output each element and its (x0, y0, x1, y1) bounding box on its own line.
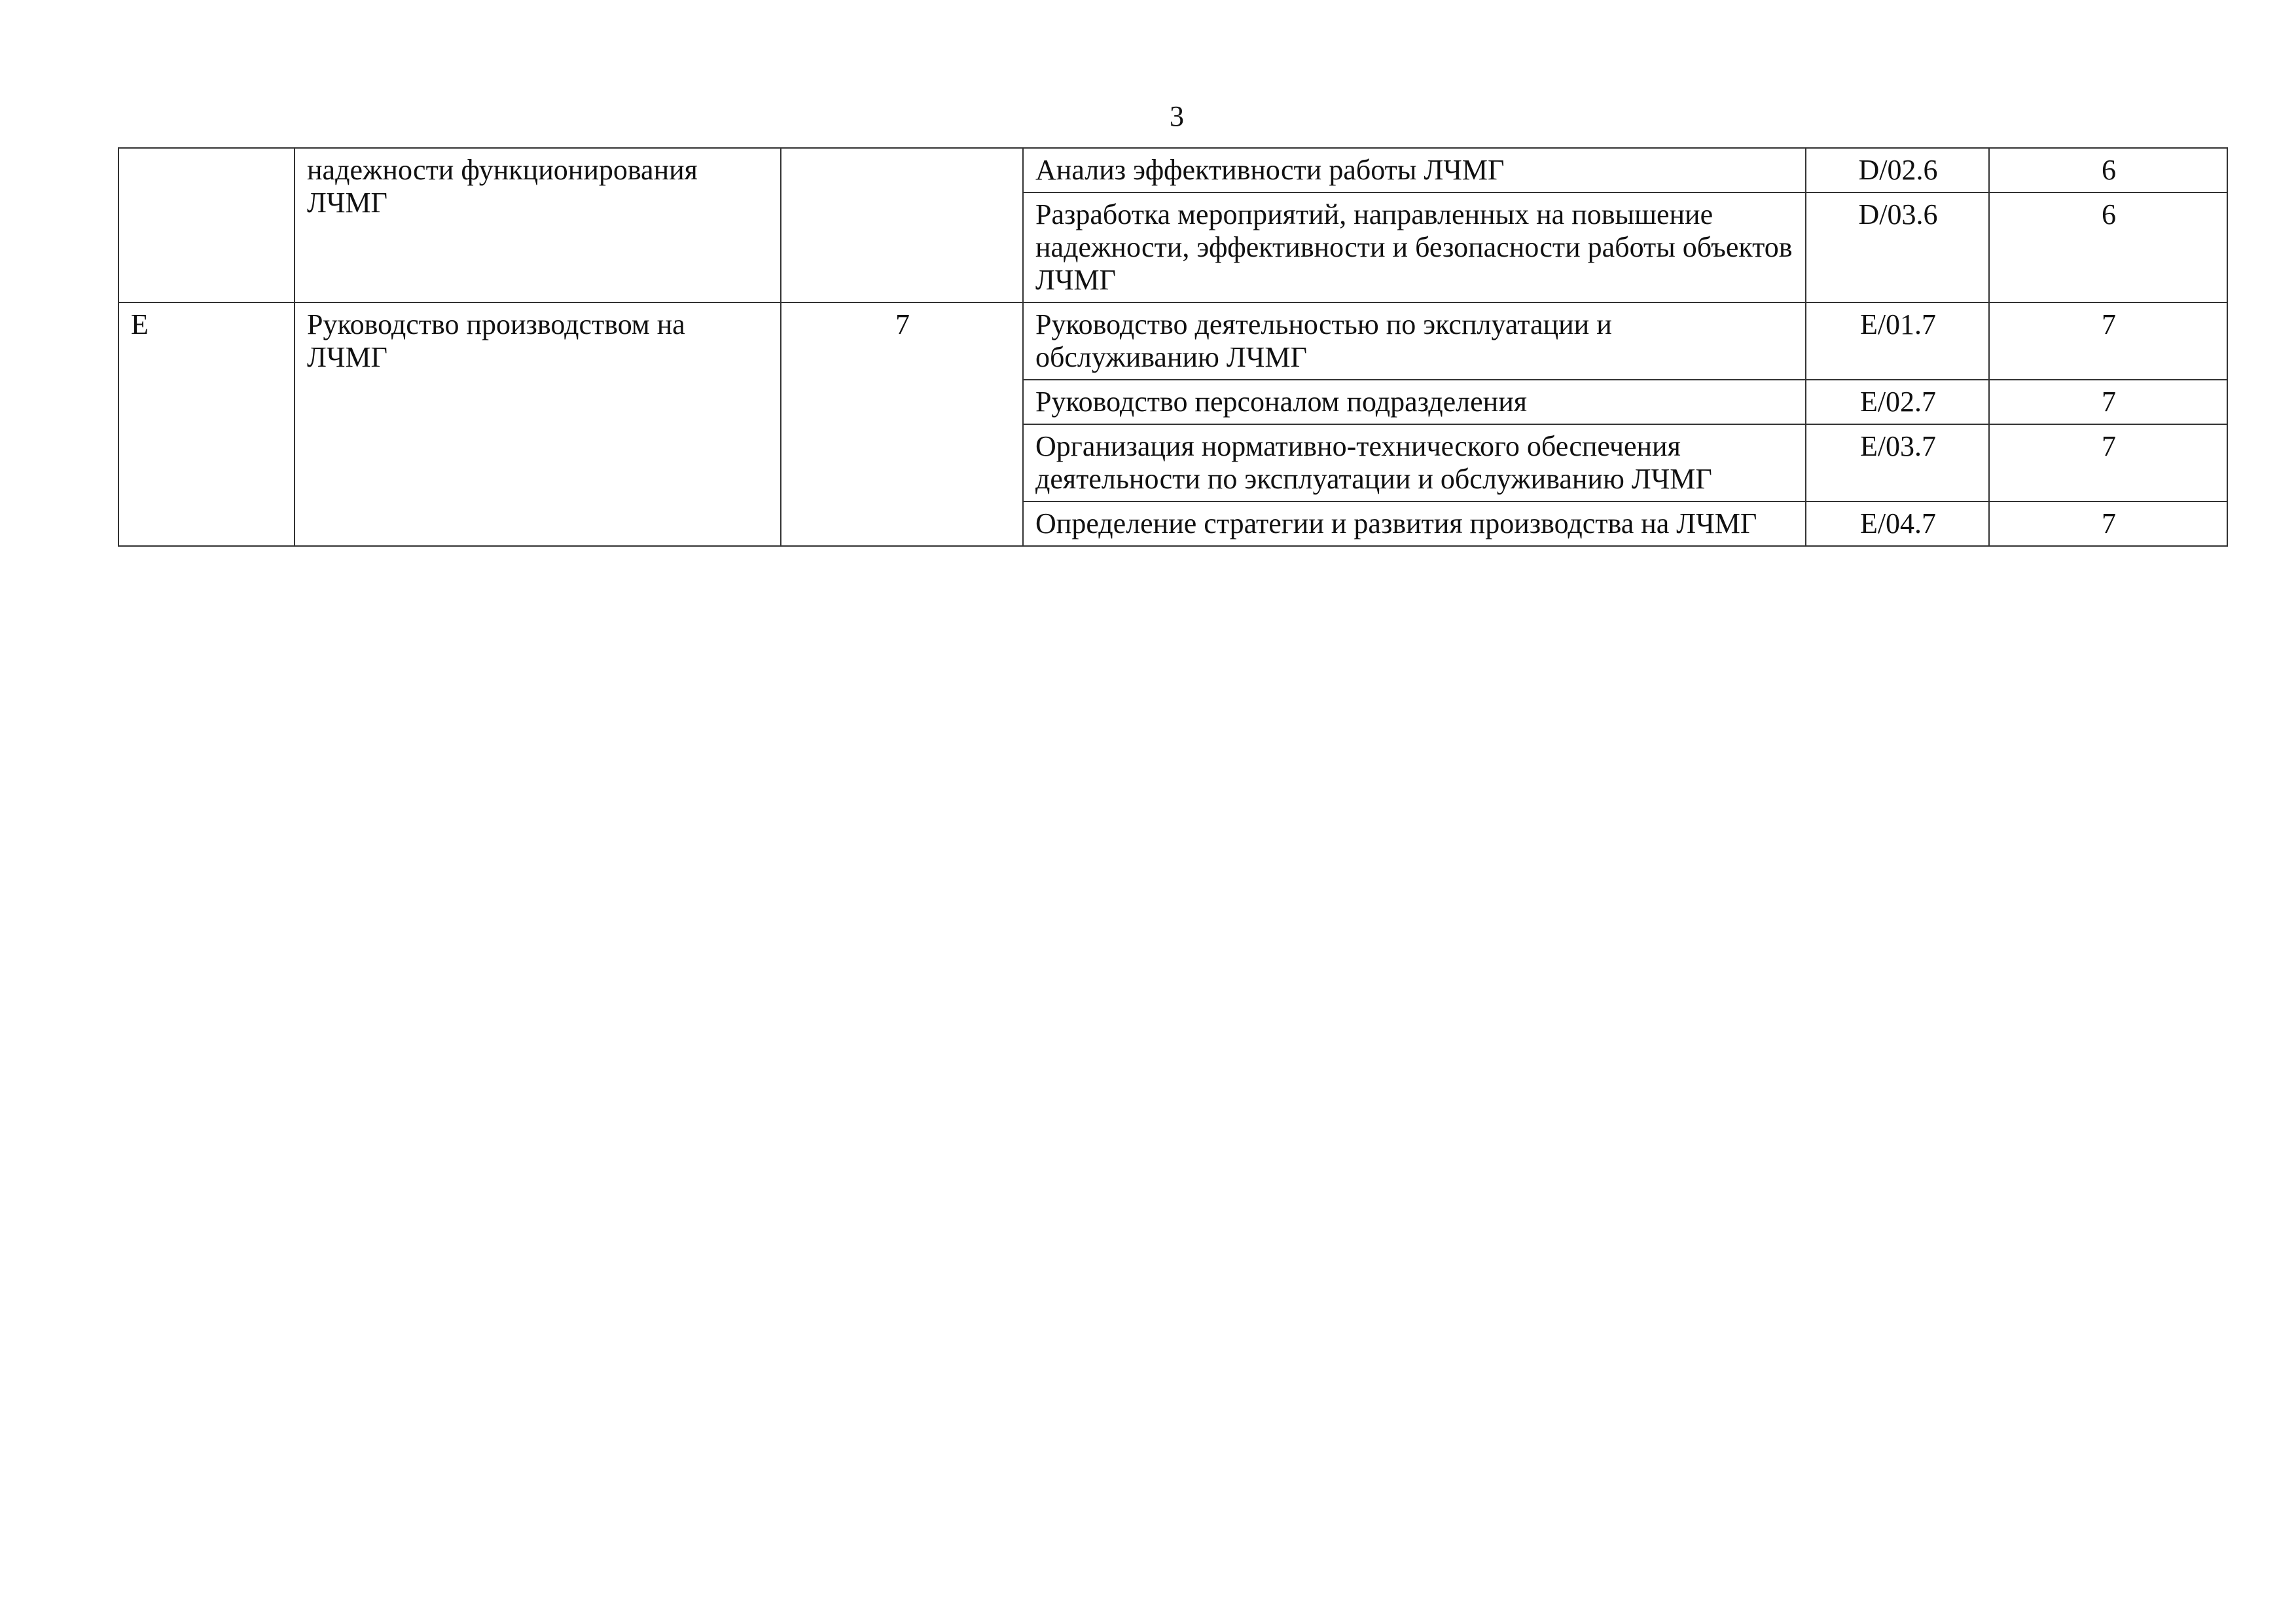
labor-function-name: Руководство персоналом подразделения (1023, 380, 1806, 424)
labor-function-level: 7 (1989, 302, 2227, 380)
labor-function-level: 7 (1989, 424, 2227, 501)
labor-function-code: D/03.6 (1806, 192, 1989, 302)
labor-function-code: E/01.7 (1806, 302, 1989, 380)
labor-function-code: E/03.7 (1806, 424, 1989, 501)
labor-function-name: Анализ эффективности работы ЛЧМГ (1023, 148, 1806, 192)
labor-function-level: 6 (1989, 192, 2227, 302)
competency-table (118, 147, 2228, 547)
labor-function-code: D/02.6 (1806, 148, 1989, 192)
table-row (118, 148, 2227, 192)
page-number: 3 (1170, 100, 1184, 132)
labor-function-name: Руководство деятельностью по эксплуатации и обслуживанию ЛЧМГ (1023, 302, 1806, 380)
generalized-function-code: E (118, 302, 295, 546)
labor-function-name: Организация нормативно-технического обеспечения деятельности по эксплуатации и обслуживанию ЛЧМГ (1023, 424, 1806, 501)
generalized-function-level: 7 (781, 302, 1023, 546)
table-row (118, 302, 2227, 380)
labor-function-level: 7 (1989, 501, 2227, 546)
generalized-function-code (118, 148, 295, 302)
labor-function-name: Определение стратегии и развития производства на ЛЧМГ (1023, 501, 1806, 546)
labor-function-level: 7 (1989, 380, 2227, 424)
generalized-function-name: Руководство производством на ЛЧМГ (295, 302, 781, 546)
labor-function-level: 6 (1989, 148, 2227, 192)
labor-function-code: E/02.7 (1806, 380, 1989, 424)
generalized-function-level (781, 148, 1023, 302)
generalized-function-name: надежности функционирования ЛЧМГ (295, 148, 781, 302)
labor-function-name: Разработка мероприятий, направленных на повышение надежности, эффективности и безопасности работы объектов ЛЧМГ (1023, 192, 1806, 302)
labor-function-code: E/04.7 (1806, 501, 1989, 546)
